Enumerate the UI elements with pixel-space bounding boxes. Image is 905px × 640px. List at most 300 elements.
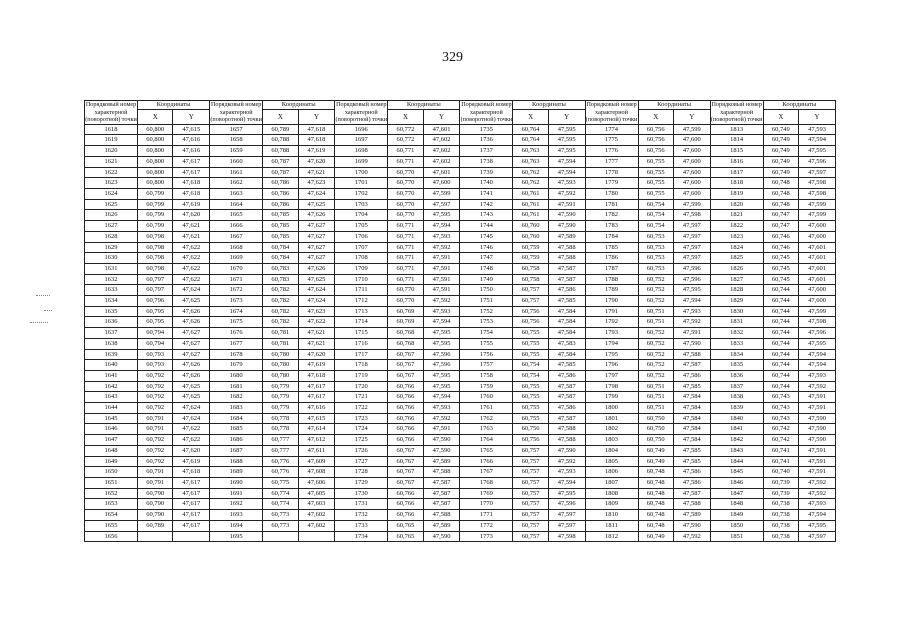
y-coordinate-cell: 47,600	[673, 189, 710, 200]
x-coordinate-cell: 60,747	[763, 210, 798, 221]
y-header: Y	[173, 109, 210, 124]
x-coordinate-cell: 60,738	[763, 531, 798, 542]
y-coordinate-cell: 47,618	[298, 124, 335, 135]
point-number-cell: 1722	[335, 403, 388, 414]
point-number-cell: 1748	[460, 263, 513, 274]
x-coordinate-cell: 60,759	[513, 242, 548, 253]
x-coordinate-cell: 60,744	[763, 381, 798, 392]
point-number-cell: 1729	[335, 477, 388, 488]
x-coordinate-cell: 60,755	[513, 349, 548, 360]
x-coordinate-cell: 60,741	[763, 445, 798, 456]
x-coordinate-cell: 60,756	[513, 306, 548, 317]
y-coordinate-cell: 47,584	[548, 306, 585, 317]
point-number-cell: 1792	[585, 317, 638, 328]
y-coordinate-cell: 47,618	[298, 370, 335, 381]
x-coordinate-cell: 60,780	[263, 360, 298, 371]
point-number-cell: 1765	[460, 445, 513, 456]
point-number-cell: 1638	[85, 338, 138, 349]
x-coordinate-cell: 60,744	[763, 285, 798, 296]
x-coordinate-cell: 60,751	[638, 381, 673, 392]
table-row	[85, 488, 836, 499]
point-number-cell: 1780	[585, 189, 638, 200]
y-coordinate-cell: 47,611	[298, 445, 335, 456]
y-coordinate-cell: 47,601	[423, 167, 460, 178]
x-coordinate-cell: 60,739	[763, 488, 798, 499]
point-number-cell: 1630	[85, 253, 138, 264]
point-number-cell: 1618	[85, 124, 138, 135]
x-coordinate-cell: 60,800	[138, 135, 173, 146]
y-coordinate-cell: 47,600	[673, 167, 710, 178]
point-number-cell: 1704	[335, 210, 388, 221]
y-coordinate-cell: 47,586	[548, 285, 585, 296]
y-coordinate-cell: 47,626	[173, 360, 210, 371]
point-number-cell: 1829	[710, 296, 763, 307]
point-number-cell: 1621	[85, 156, 138, 167]
table-row	[85, 392, 836, 403]
y-coordinate-cell: 47,594	[423, 392, 460, 403]
y-coordinate-cell: 47,595	[548, 488, 585, 499]
y-coordinate-cell: 47,599	[423, 189, 460, 200]
x-coordinate-cell: 60,749	[763, 135, 798, 146]
x-coordinate-cell: 60,757	[513, 488, 548, 499]
point-number-cell: 1620	[85, 146, 138, 157]
point-number-cell: 1736	[460, 135, 513, 146]
x-coordinate-cell: 60,791	[138, 413, 173, 424]
point-number-cell: 1705	[335, 221, 388, 232]
y-coordinate-cell: 47,596	[423, 349, 460, 360]
x-coordinate-cell: 60,744	[763, 349, 798, 360]
table-row	[85, 456, 836, 467]
y-coordinate-cell: 47,593	[423, 306, 460, 317]
table-row	[85, 156, 836, 167]
point-number-cell: 1628	[85, 231, 138, 242]
y-coordinate-cell: 47,591	[423, 285, 460, 296]
point-number-cell: 1710	[335, 274, 388, 285]
point-number-cell: 1773	[460, 531, 513, 542]
point-number-cell: 1814	[710, 135, 763, 146]
point-number-cell: 1835	[710, 360, 763, 371]
coordinates-header: Координаты	[638, 101, 710, 110]
table-row	[85, 242, 836, 253]
point-number-cell: 1632	[85, 274, 138, 285]
table-row	[85, 360, 836, 371]
point-number-cell: 1619	[85, 135, 138, 146]
y-coordinate-cell: 47,593	[548, 467, 585, 478]
point-number-cell: 1679	[210, 360, 263, 371]
x-coordinate-cell: 60,744	[763, 370, 798, 381]
x-coordinate-cell: 60,767	[388, 456, 423, 467]
x-coordinate-cell: 60,800	[138, 124, 173, 135]
x-coordinate-cell: 60,762	[513, 178, 548, 189]
margin-mark	[36, 295, 50, 296]
x-coordinate-cell: 60,751	[638, 317, 673, 328]
x-coordinate-cell: 60,800	[138, 167, 173, 178]
y-coordinate-cell: 47,597	[799, 167, 836, 178]
y-coordinate-cell: 47,590	[673, 338, 710, 349]
point-number-cell: 1849	[710, 510, 763, 521]
point-number-cell: 1680	[210, 370, 263, 381]
y-coordinate-cell: 47,598	[799, 189, 836, 200]
x-coordinate-cell: 60,749	[763, 124, 798, 135]
point-number-cell: 1839	[710, 403, 763, 414]
x-coordinate-cell: 60,744	[763, 306, 798, 317]
y-coordinate-cell: 47,589	[423, 456, 460, 467]
x-coordinate-cell: 60,743	[763, 413, 798, 424]
y-coordinate-cell: 47,622	[173, 242, 210, 253]
point-number-cell: 1759	[460, 381, 513, 392]
point-number-cell: 1694	[210, 520, 263, 531]
y-coordinate-cell: 47,598	[548, 531, 585, 542]
y-coordinate-cell: 47,586	[548, 403, 585, 414]
point-number-header: Порядковый номер характерной (поворотной) точки	[585, 101, 638, 124]
y-coordinate-cell: 47,584	[548, 349, 585, 360]
y-coordinate-cell: 47,589	[548, 231, 585, 242]
point-number-cell: 1781	[585, 199, 638, 210]
x-coordinate-cell: 60,790	[138, 499, 173, 510]
x-coordinate-cell: 60,800	[138, 156, 173, 167]
x-coordinate-cell: 60,792	[138, 392, 173, 403]
table-row	[85, 189, 836, 200]
x-coordinate-cell: 60,788	[263, 135, 298, 146]
table-row	[85, 467, 836, 478]
point-number-cell: 1820	[710, 199, 763, 210]
y-coordinate-cell: 47,617	[173, 499, 210, 510]
table-row	[85, 413, 836, 424]
point-number-cell: 1700	[335, 167, 388, 178]
point-number-cell: 1744	[460, 221, 513, 232]
y-coordinate-cell: 47,584	[673, 403, 710, 414]
x-coordinate-cell: 60,771	[388, 231, 423, 242]
table-row	[85, 317, 836, 328]
table-row	[85, 381, 836, 392]
point-number-cell: 1769	[460, 488, 513, 499]
y-coordinate-cell: 47,591	[799, 403, 836, 414]
y-coordinate-cell: 47,616	[173, 146, 210, 157]
x-header: X	[638, 109, 673, 124]
coordinates-header: Координаты	[513, 101, 585, 110]
table-row	[85, 520, 836, 531]
x-coordinate-cell: 60,757	[513, 467, 548, 478]
point-number-cell: 1699	[335, 156, 388, 167]
x-coordinate-cell: 60,774	[263, 499, 298, 510]
y-coordinate-cell: 47,597	[673, 253, 710, 264]
y-coordinate-cell: 47,590	[799, 424, 836, 435]
point-number-cell: 1671	[210, 274, 263, 285]
y-coordinate-cell: 47,617	[298, 392, 335, 403]
point-number-cell: 1730	[335, 488, 388, 499]
x-coordinate-cell: 60,761	[513, 210, 548, 221]
y-coordinate-cell: 47,596	[673, 263, 710, 274]
y-coordinate-cell: 47,588	[423, 510, 460, 521]
x-header: X	[763, 109, 798, 124]
point-number-cell: 1782	[585, 210, 638, 221]
point-number-cell: 1715	[335, 328, 388, 339]
x-coordinate-cell: 60,779	[263, 392, 298, 403]
x-coordinate-cell: 60,744	[763, 338, 798, 349]
point-number-cell: 1707	[335, 242, 388, 253]
y-coordinate-cell: 47,619	[173, 456, 210, 467]
y-coordinate-cell: 47,588	[548, 253, 585, 264]
y-coordinate-cell: 47,615	[298, 413, 335, 424]
y-coordinate-cell: 47,588	[548, 435, 585, 446]
y-coordinate-cell: 47,625	[173, 381, 210, 392]
y-coordinate-cell: 47,600	[799, 231, 836, 242]
point-number-cell: 1739	[460, 167, 513, 178]
y-coordinate-cell: 47,593	[799, 499, 836, 510]
y-coordinate-cell: 47,585	[673, 381, 710, 392]
point-number-cell: 1817	[710, 167, 763, 178]
x-coordinate-cell: 60,765	[388, 531, 423, 542]
x-coordinate-cell: 60,798	[138, 231, 173, 242]
point-number-cell: 1648	[85, 445, 138, 456]
y-coordinate-cell: 47,600	[799, 296, 836, 307]
point-number-cell: 1846	[710, 477, 763, 488]
y-coordinate-cell: 47,586	[673, 477, 710, 488]
y-coordinate-cell: 47,593	[799, 124, 836, 135]
point-number-cell: 1652	[85, 488, 138, 499]
point-number-cell: 1816	[710, 156, 763, 167]
y-coordinate-cell: 47,585	[548, 296, 585, 307]
header-row	[85, 101, 836, 110]
y-coordinate-cell: 47,591	[548, 199, 585, 210]
point-number-cell: 1670	[210, 263, 263, 274]
table-row	[85, 531, 836, 542]
x-coordinate-cell: 60,766	[388, 392, 423, 403]
x-coordinate-cell: 60,757	[513, 296, 548, 307]
y-coordinate-cell: 47,596	[799, 328, 836, 339]
y-coordinate-cell: 47,617	[173, 520, 210, 531]
y-coordinate-cell: 47,597	[548, 520, 585, 531]
x-coordinate-cell: 60,795	[138, 317, 173, 328]
point-number-cell: 1725	[335, 435, 388, 446]
table-row	[85, 210, 836, 221]
point-number-cell: 1764	[460, 435, 513, 446]
point-number-cell: 1677	[210, 338, 263, 349]
y-coordinate-cell: 47,615	[173, 124, 210, 135]
point-number-cell: 1669	[210, 253, 263, 264]
point-number-cell: 1800	[585, 403, 638, 414]
point-number-cell: 1767	[460, 467, 513, 478]
x-coordinate-cell: 60,746	[763, 242, 798, 253]
y-coordinate-cell: 47,587	[548, 381, 585, 392]
point-number-header: Порядковый номер характерной (поворотной) точки	[85, 101, 137, 124]
x-coordinate-cell: 60,777	[263, 445, 298, 456]
table-row	[85, 435, 836, 446]
x-coordinate-cell: 60,781	[263, 328, 298, 339]
y-coordinate-cell: 47,627	[173, 328, 210, 339]
x-coordinate-cell: 60,777	[263, 435, 298, 446]
y-coordinate-cell: 47,626	[173, 370, 210, 381]
x-coordinate-cell: 60,748	[638, 467, 673, 478]
point-number-cell: 1643	[85, 392, 138, 403]
y-coordinate-cell: 47,601	[799, 263, 836, 274]
point-number-cell: 1642	[85, 381, 138, 392]
x-coordinate-cell: 60,768	[388, 338, 423, 349]
x-coordinate-cell: 60,782	[263, 296, 298, 307]
point-number-cell: 1758	[460, 370, 513, 381]
point-number-cell: 1745	[460, 231, 513, 242]
point-number-cell: 1850	[710, 520, 763, 531]
y-coordinate-cell: 47,586	[673, 370, 710, 381]
point-number-cell: 1826	[710, 263, 763, 274]
x-coordinate-cell: 60,779	[263, 403, 298, 414]
x-coordinate-cell: 60,771	[388, 263, 423, 274]
y-coordinate-cell: 47,596	[673, 274, 710, 285]
point-number-cell: 1654	[85, 510, 138, 521]
x-coordinate-cell: 60,766	[388, 510, 423, 521]
point-number-cell: 1813	[710, 124, 763, 135]
x-coordinate-cell: 60,766	[388, 413, 423, 424]
x-coordinate-cell: 60,754	[513, 360, 548, 371]
x-coordinate-cell: 60,784	[263, 242, 298, 253]
x-coordinate-cell: 60,799	[138, 210, 173, 221]
y-coordinate-cell: 47,600	[799, 221, 836, 232]
y-coordinate-cell: 47,587	[423, 499, 460, 510]
point-number-cell: 1655	[85, 520, 138, 531]
y-coordinate-cell: 47,590	[799, 413, 836, 424]
table-row	[85, 253, 836, 264]
y-coordinate-cell: 47,587	[548, 413, 585, 424]
table-row	[85, 296, 836, 307]
point-number-cell: 1728	[335, 467, 388, 478]
y-coordinate-cell: 47,626	[173, 317, 210, 328]
point-number-cell: 1682	[210, 392, 263, 403]
x-coordinate-cell: 60,757	[513, 285, 548, 296]
point-number-cell: 1784	[585, 231, 638, 242]
x-coordinate-cell: 60,769	[388, 306, 423, 317]
y-coordinate-cell: 47,592	[423, 413, 460, 424]
point-number-cell: 1686	[210, 435, 263, 446]
y-coordinate-cell: 47,595	[423, 210, 460, 221]
x-coordinate-cell: 60,792	[138, 435, 173, 446]
y-coordinate-cell: 47,602	[423, 146, 460, 157]
x-coordinate-cell: 60,771	[388, 242, 423, 253]
point-number-cell: 1727	[335, 456, 388, 467]
y-coordinate-cell: 47,624	[173, 403, 210, 414]
x-coordinate-cell: 60,748	[763, 199, 798, 210]
x-coordinate-cell: 60,742	[763, 435, 798, 446]
y-coordinate-cell: 47,612	[298, 435, 335, 446]
x-coordinate-cell: 60,795	[138, 306, 173, 317]
x-coordinate-cell: 60,791	[138, 477, 173, 488]
point-number-cell: 1810	[585, 510, 638, 521]
x-coordinate-cell: 60,752	[638, 296, 673, 307]
x-coordinate-cell: 60,753	[638, 253, 673, 264]
point-number-cell: 1757	[460, 360, 513, 371]
point-number-cell: 1831	[710, 317, 763, 328]
x-coordinate-cell: 60,797	[138, 274, 173, 285]
y-coordinate-cell: 47,591	[423, 263, 460, 274]
y-coordinate-cell: 47,591	[423, 274, 460, 285]
point-number-cell: 1684	[210, 413, 263, 424]
x-coordinate-cell: 60,763	[513, 146, 548, 157]
point-number-cell: 1738	[460, 156, 513, 167]
x-coordinate-cell: 60,771	[388, 274, 423, 285]
y-coordinate-cell: 47,592	[673, 531, 710, 542]
point-number-cell: 1761	[460, 403, 513, 414]
x-coordinate-cell: 60,752	[638, 274, 673, 285]
y-coordinate-cell: 47,623	[298, 178, 335, 189]
point-number-cell: 1653	[85, 499, 138, 510]
x-coordinate-cell: 60,770	[388, 178, 423, 189]
x-coordinate-cell: 60,758	[513, 263, 548, 274]
point-number-cell: 1806	[585, 467, 638, 478]
y-coordinate-cell: 47,617	[173, 510, 210, 521]
point-number-header: Порядковый номер характерной (поворотной) точки	[210, 101, 262, 124]
point-number-cell: 1842	[710, 435, 763, 446]
table-row	[85, 306, 836, 317]
x-coordinate-cell: 60,783	[263, 274, 298, 285]
point-number-cell: 1840	[710, 413, 763, 424]
point-number-cell: 1697	[335, 135, 388, 146]
y-coordinate-cell: 47,609	[298, 456, 335, 467]
x-coordinate-cell: 60,755	[638, 167, 673, 178]
point-number-cell: 1662	[210, 178, 263, 189]
y-coordinate-cell: 47,586	[673, 467, 710, 478]
y-coordinate-cell: 47,627	[173, 338, 210, 349]
y-coordinate-cell: 47,595	[423, 328, 460, 339]
y-coordinate-cell: 47,593	[799, 370, 836, 381]
x-coordinate-cell: 60,757	[513, 445, 548, 456]
point-number-cell: 1815	[710, 146, 763, 157]
y-coordinate-cell: 47,591	[423, 424, 460, 435]
point-number-header: Порядковый номер характерной (поворотной) точки	[335, 101, 388, 124]
point-number-cell: 1741	[460, 189, 513, 200]
point-number-cell: 1734	[335, 531, 388, 542]
point-number-cell: 1731	[335, 499, 388, 510]
table-row	[85, 167, 836, 178]
y-coordinate-cell: 47,625	[173, 392, 210, 403]
y-coordinate-cell	[173, 531, 210, 542]
point-number-cell: 1766	[460, 456, 513, 467]
y-coordinate-cell: 47,588	[673, 499, 710, 510]
y-coordinate-cell: 47,627	[298, 231, 335, 242]
x-coordinate-cell: 60,782	[263, 306, 298, 317]
x-coordinate-cell: 60,786	[263, 189, 298, 200]
point-number-cell: 1851	[710, 531, 763, 542]
point-number-cell: 1833	[710, 338, 763, 349]
point-number-cell: 1622	[85, 167, 138, 178]
y-coordinate-cell: 47,584	[673, 392, 710, 403]
point-number-cell: 1667	[210, 231, 263, 242]
y-coordinate-cell: 47,596	[799, 156, 836, 167]
point-number-cell: 1672	[210, 285, 263, 296]
point-number-cell: 1713	[335, 306, 388, 317]
point-number-cell: 1818	[710, 178, 763, 189]
coordinates-header: Координаты	[263, 101, 335, 110]
x-coordinate-cell: 60,785	[263, 231, 298, 242]
x-coordinate-cell: 60,761	[513, 189, 548, 200]
y-coordinate-cell: 47,600	[673, 178, 710, 189]
x-coordinate-cell: 60,770	[388, 199, 423, 210]
y-coordinate-cell: 47,600	[673, 146, 710, 157]
x-coordinate-cell: 60,756	[513, 317, 548, 328]
y-coordinate-cell: 47,592	[548, 189, 585, 200]
point-number-cell: 1702	[335, 189, 388, 200]
point-number-cell: 1772	[460, 520, 513, 531]
y-coordinate-cell: 47,599	[799, 210, 836, 221]
x-coordinate-cell: 60,781	[263, 338, 298, 349]
x-coordinate-cell: 60,742	[763, 424, 798, 435]
point-number-cell: 1762	[460, 413, 513, 424]
point-number-cell: 1754	[460, 328, 513, 339]
x-coordinate-cell: 60,791	[138, 467, 173, 478]
table-row	[85, 370, 836, 381]
x-coordinate-cell: 60,757	[513, 510, 548, 521]
x-coordinate-cell: 60,752	[638, 360, 673, 371]
point-number-cell: 1661	[210, 167, 263, 178]
x-coordinate-cell: 60,767	[388, 477, 423, 488]
